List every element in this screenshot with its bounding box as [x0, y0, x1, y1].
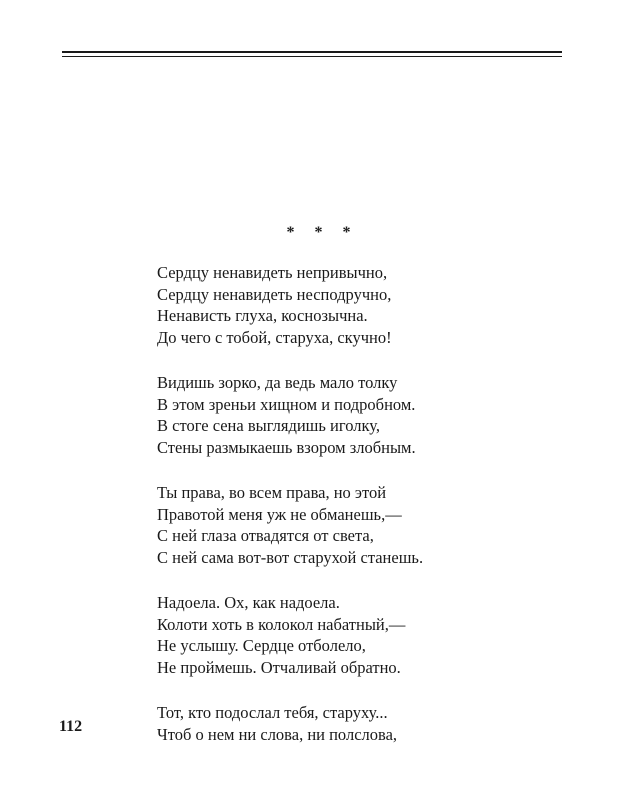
poem-line: В этом зреньи хищном и подробном.	[157, 394, 416, 414]
poem-line: Не услышу. Сердце отболело,	[157, 636, 366, 655]
poem-line: Надоела. Ох, как надоела.	[157, 593, 340, 612]
poem-line: Тот, кто подослал тебя, старуху...	[157, 703, 388, 722]
stanza-1	[157, 262, 587, 348]
poem-line: Видишь зорко, да ведь мало толку	[157, 373, 398, 392]
header-rule-thin	[62, 56, 562, 57]
section-separator: * * *	[286, 224, 359, 241]
stanza-4	[157, 592, 587, 678]
poem-line: Стены размыкаешь взором злобным.	[157, 437, 416, 457]
poem-line: С ней сама вот-вот старухой станешь.	[157, 547, 424, 567]
page-number: 112	[59, 718, 83, 735]
poem-line: Сердцу ненавидеть непривычно,	[157, 263, 388, 282]
poem-line: Чтоб о нем ни слова, ни полслова,	[157, 724, 398, 744]
stanza-5	[157, 702, 587, 745]
stanza-3	[157, 482, 587, 568]
poem-line: С ней глаза отвадятся от света,	[157, 526, 374, 545]
poem-line: Не проймешь. Отчаливай обратно.	[157, 657, 401, 677]
poem-line: Правотой меня уж не обманешь,—	[157, 504, 402, 524]
poem-body	[157, 262, 587, 769]
stanza-2	[157, 372, 587, 458]
poem-line: Ты права, во всем права, но этой	[157, 483, 387, 502]
poem-line: Ненависть глуха, коснозычна.	[157, 306, 368, 325]
header-rule-thick	[62, 51, 562, 53]
poem-line: Сердцу ненавидеть несподручно,	[157, 284, 392, 304]
poem-line: В стоге сена выглядишь иголку,	[157, 416, 380, 435]
poem-line: До чего с тобой, старуха, скучно!	[157, 327, 392, 347]
poem-line: Колоти хоть в колокол набатный,—	[157, 614, 406, 634]
